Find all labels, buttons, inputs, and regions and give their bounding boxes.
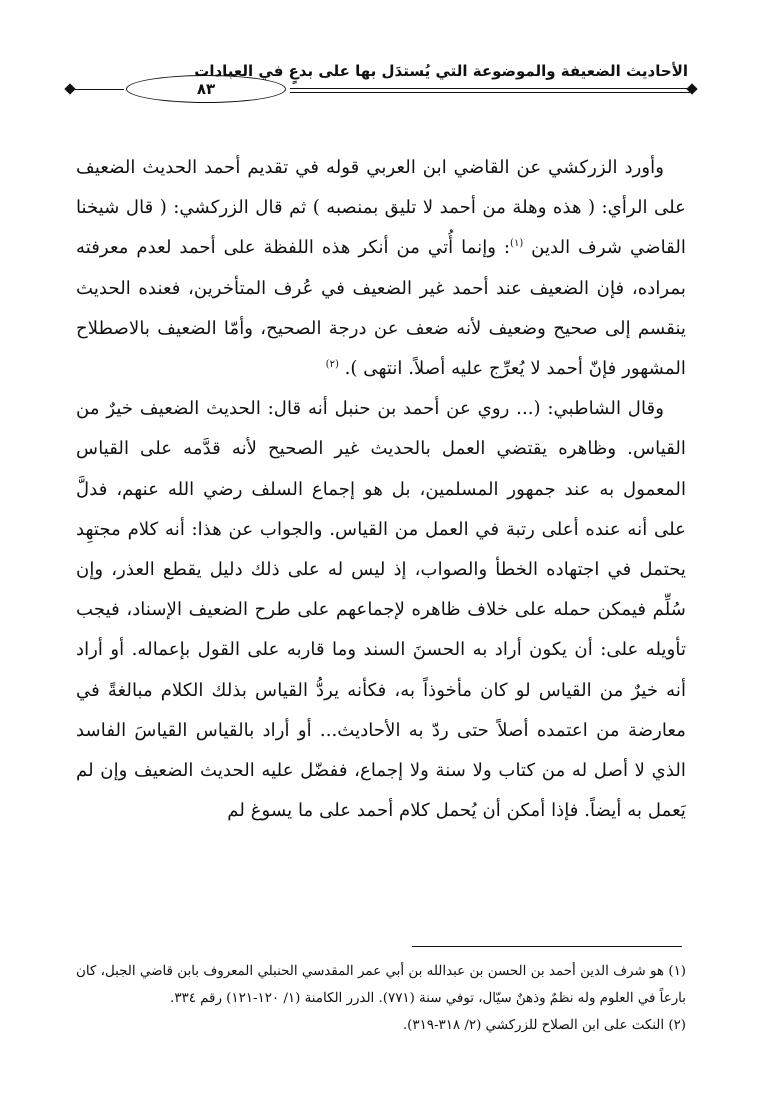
footnote-2: (٢) النكت على ابن الصلاح للزركشي (٢/ ٣١٨-٣١٩). <box>402 1018 686 1033</box>
header-rule-left <box>72 89 124 90</box>
page-header <box>60 58 700 118</box>
footnote-ref-2[interactable]: (٢) <box>325 358 339 370</box>
paragraph-1-text: وأورد الزركشي عن القاضي ابن العربي قوله في تقديم أحمد الحديث الضعيف على الرأي: ( هذه وهلة من أحمد لا تليق بمنصبه ) ثم قال الزركشي: ( قال شيخنا القاضي شرف الدين <box>76 157 686 259</box>
paragraph-1-continuation: وإنما أُتي من أنكر هذه اللفظة على أحمد لعدم معرفته بمراده، فإن الضعيف عند أحمد غير الضعيف في عُرف المتأخرين، فعنده الحديث ينقسم إلى صحيح وضعيف لأنه ضعف عن درجة الصحيح، وأمّا الضعيف بالاصطلاح المشهور فإنّ أحمد لا يُعرِّج عليه أصلاً. انتهى ). <box>76 237 686 380</box>
footnote-separator <box>412 946 682 947</box>
paragraph-2: وقال الشاطبي: (... روي عن أحمد بن حنبل أنه قال: الحديث الضعيف خيرٌ من القياس. وظاهره يقتضي العمل بالحديث غير الصحيح لأنه قدَّمه على القياس المعمول به عند جمهور المسلمين، بل هو إجماع السلف رضي الله عنهم، فدلَّ على أنه عنده أعلى رتبة في العمل من القياس. والجواب عن هذا: أنه كلام مجتهِد يحتمل في اجتهاده الخطأ والصواب، إذ ليس له على ذلك دليل يقطع العذر، وإن سُلِّم فيمكن حمله على خلاف ظاهره لإجماعهم على طرح الضعيف الإسناد، فيجب تأويله على: أن يكون أراد به الحسنَ السند وما قاربه على القول بإعماله. أو أراد أنه خيرٌ من القياس لو كان مأخوذاً به، فكأنه يردُّ القياس بذلك الكلام مبالغةً في معارضة من اعتمده أصلاً حتى ردّ به الأحاديث... أو أراد بالقياس القياسَ الفاسد الذي لا أصل له من كتاب ولا سنة ولا إجماع، ففضّل عليه الحديث الضعيف وإن لم يَعمل به أيضاً. فإذا أمكن أن يُحمل كلام أحمد على ما يسوغ لم <box>76 398 687 822</box>
paragraph-1: وأورد الزركشي عن القاضي ابن العربي قوله في تقديم أحمد الحديث الضعيف على الرأي: ( هذه وهلة من أحمد لا تليق بمنصبه ) ثم قال الزركشي: ( قال شيخنا القاضي شرف الدين $^{(١)}$: وإنما أُتي من أنكر هذه اللفظة على أحمد لعدم معرفته بمراده، فإن الضعيف عند أحمد غير الضعيف في عُرف المتأخرين، فعنده الحديث ينقسم إلى صحيح وضعيف لأنه ضعف عن درجة الصحيح، وأمّا الضعيف بالاصطلاح المشهور فإنّ أحمد لا يُعرِّج عليه أصلاً. انتهى ). $^{(٢)}$ <box>76 157 686 380</box>
footnote-1: (١) هو شرف الدين أحمد بن الحسن بن عبدالله بن أبي عمر المقدسي الحنبلي المعروف بابن قاضي الجبل، كان بارعاً في العلوم وله نظمٌ وذهنٌ سيّال، توفي سنة (٧٧١). الدرر الكامنة (١/ ١٢٠-١٢١) رقم ٣٣٤. <box>76 964 686 1006</box>
running-title: الأحاديث الضعيفة والموضوعة التي يُستدَل بها على بدعٍ في العبادات <box>194 62 688 80</box>
header-rule-thin <box>290 92 690 93</box>
footnote-ref-1[interactable]: (١) <box>510 238 524 250</box>
header-rule <box>290 88 690 89</box>
footnotes <box>76 958 686 1039</box>
header-diamond-left-ornament <box>64 83 75 94</box>
page-number: ٨٣ <box>126 75 286 103</box>
main-text <box>76 148 686 831</box>
